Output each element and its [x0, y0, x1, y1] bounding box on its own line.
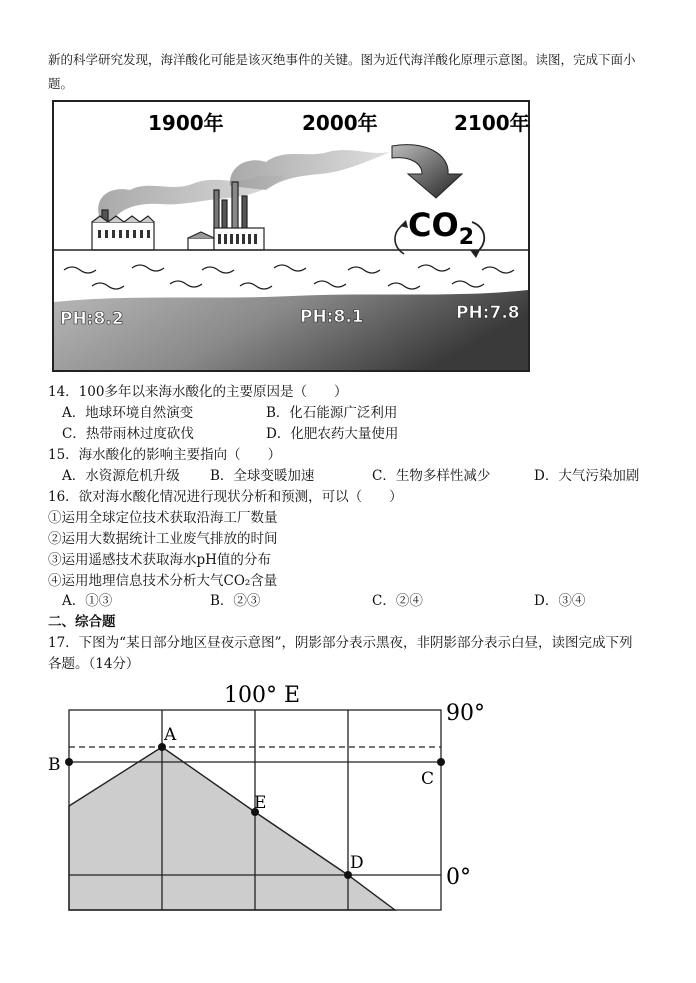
question-14-stem: 14．100多年以来海水酸化的主要原因是（ ） [48, 384, 348, 400]
q16-option-b[interactable]: B．②③ [210, 593, 261, 609]
question-15-stem: 15．海水酸化的影响主要指向（ ） [48, 447, 282, 463]
q14-option-d[interactable]: D．化肥农药大量使用 [266, 426, 399, 442]
question-17-line-1: 17．下图为“某日部分地区昼夜示意图”，阴影部分表示黑夜，非阴影部分表示白昼，读图完成下列 [48, 635, 633, 651]
intro-text: 新的科学研究发现，海洋酸化可能是该灭绝事件的关键。图为近代海洋酸化原理示意图。读图，完成下面小题。 [48, 52, 636, 91]
point-e-label: E [254, 793, 267, 813]
question-16-stem: 16．欲对海水酸化情况进行现状分析和预测，可以（ ） [48, 489, 403, 505]
point-a-label: A [164, 725, 177, 745]
ph-label-2100: PH:7.8 [456, 303, 520, 323]
q14-option-c[interactable]: C．热带雨林过度砍伐 [62, 426, 194, 442]
point-b-label: B [48, 755, 61, 775]
ph-label-2000: PH:8.1 [300, 307, 364, 327]
q16-statement-4: ④运用地理信息技术分析大气CO₂含量 [48, 573, 278, 589]
ocean-acidification-figure [52, 100, 530, 372]
longitude-label: 100° E [224, 683, 301, 708]
q15-option-c[interactable]: C．生物多样性减少 [372, 468, 491, 484]
q15-option-b[interactable]: B．全球变暖加速 [210, 468, 315, 484]
q16-option-a[interactable]: A．①③ [62, 593, 113, 609]
q16-statement-1: ①运用全球定位技术获取沿海工厂数量 [48, 510, 278, 526]
year-label-2000: 2000年 [302, 111, 378, 135]
question-17-line-2: 各题。（14分） [48, 656, 140, 672]
q16-option-c[interactable]: C．②④ [372, 593, 423, 609]
point-c-marker [437, 758, 445, 766]
year-label-1900: 1900年 [148, 111, 224, 135]
q14-option-a[interactable]: A．地球环境自然演变 [62, 405, 194, 421]
section-heading: 二、综合题 [48, 614, 116, 630]
q14-option-b[interactable]: B．化石能源广泛利用 [266, 405, 398, 421]
latitude-label-90: 90° [446, 701, 485, 726]
point-b-marker [65, 758, 73, 766]
year-label-2100: 2100年 [454, 111, 530, 135]
point-c-label: C [421, 769, 435, 789]
day-night-diagram [40, 676, 490, 916]
point-d-label: D [350, 853, 364, 873]
co2-label: $CO_2$ [408, 206, 474, 250]
q16-option-d[interactable]: D．③④ [534, 593, 586, 609]
q16-statement-2: ②运用大数据统计工业废气排放的时间 [48, 531, 278, 547]
q15-option-d[interactable]: D．大气污染加剧 [534, 468, 640, 484]
deep-sea-area [54, 290, 528, 370]
q15-option-a[interactable]: A．水资源危机升级 [62, 468, 180, 484]
ph-label-1900: PH:8.2 [60, 309, 124, 329]
night-shaded-area [69, 747, 395, 910]
latitude-label-0: 0° [446, 865, 471, 890]
q16-statement-3: ③运用遥感技术获取海水pH值的分布 [48, 552, 271, 568]
